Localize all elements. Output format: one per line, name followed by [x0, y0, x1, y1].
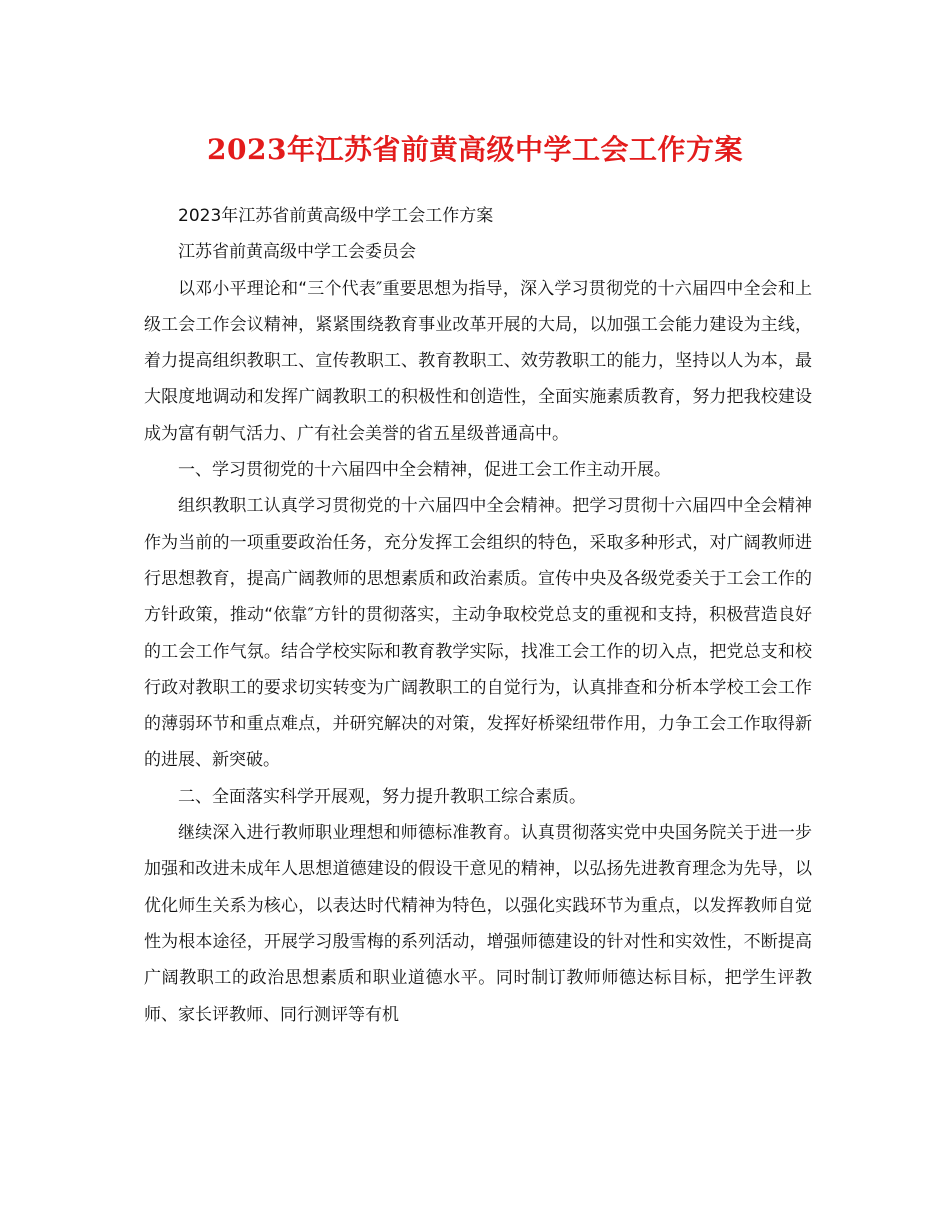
- document-body: [144, 198, 812, 1033]
- organization-line: 江苏省前黄高级中学工会委员会: [178, 242, 416, 263]
- document-title: 2023年江苏省前黄高级中学工会工作方案: [207, 133, 743, 166]
- section-heading-2: 二、全面落实科学开展观，努力提升教职工综合素质。: [178, 786, 586, 807]
- section-heading-1: 一、学习贯彻党的十六届四中全会精神，促进工会工作主动开展。: [178, 460, 671, 481]
- section-paragraph-2: 继续深入进行教师职业理想和师德标准教育。认真贯彻落实党中央国务院关于进一步加强和改进未成年人思想道德建设的假设干意见的精神，以弘扬先进教育理念为先导，以优化师生关系为核心，以表达时代精神为特色，以强化实践环节为重点，以发挥教师自觉性为根本途径，开展学习殷雪梅的系列活动，增强师德建设的针对性和实效性，不断提高广阔教职工的政治思想素质和职业道德水平。同时制订教师师德达标目标，把学生评教师、家长评教师、同行测评等有机: [144, 823, 812, 1025]
- subtitle-line: 2023年江苏省前黄高级中学工会工作方案: [178, 206, 494, 226]
- section-paragraph-1: 组织教职工认真学习贯彻党的十六届四中全会精神。把学习贯彻十六届四中全会精神作为当前的一项重要政治任务，充分发挥工会组织的特色，采取多种形式，对广阔教师进行思想教育，提高广阔教师的思想素质和政治素质。宣传中央及各级党委关于工会工作的方针政策，推动“依靠″方针的贯彻落实，主动争取校党总支的重视和支持，积极营造良好的工会工作气氛。结合学校实际和教育教学实际，找准工会工作的切入点，把党总支和校行政对教职工的要求切实转变为广阔教职工的自觉行为，认真排查和分析本学校工会工作的薄弱环节和重点难点，并研究解决的对策，发挥好桥梁纽带作用，力争工会工作取得新的进展、新突破。: [144, 496, 812, 771]
- intro-paragraph: 以邓小平理论和“三个代表″重要思想为指导，深入学习贯彻党的十六届四中全会和上级工会工作会议精神，紧紧围绕教育事业改革开展的大局，以加强工会能力建设为主线，着力提高组织教职工、宣传教职工、教育教职工、效劳教职工的能力，坚持以人为本，最大限度地调动和发挥广阔教职工的积极性和创造性，全面实施素质教育，努力把我校建设成为富有朝气活力、广有社会美誉的省五星级普通高中。: [144, 278, 812, 444]
